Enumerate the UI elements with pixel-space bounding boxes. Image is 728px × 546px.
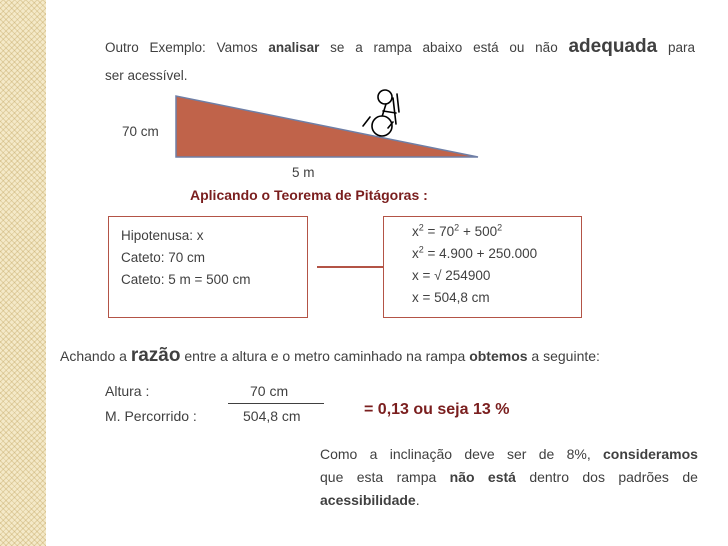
- decorative-side-border: [0, 0, 46, 546]
- ramp-diagram: [160, 84, 490, 164]
- ratio-sentence: Achando a razão entre a altura e o metro caminhado na rampa obtemos a seguinte:: [60, 345, 600, 366]
- intro-line-2: ser acessível.: [105, 68, 188, 83]
- fraction-label-top: Altura :: [105, 383, 150, 399]
- fraction-denominator: 504,8 cm: [243, 408, 301, 424]
- fraction-label-bottom: M. Percorrido :: [105, 408, 197, 424]
- conclusion-line-2: que esta rampa não está dentro dos padrões de: [320, 469, 698, 485]
- conclusion-line-1: Como a inclinação deve ser de 8%, consideramos: [320, 446, 698, 462]
- equation-1: $x^2 = 70^2 + 500^2$: [412, 222, 503, 239]
- hypotenuse-line: Hipotenusa: x: [121, 228, 204, 243]
- result-text: = 0,13 ou seja 13 %: [364, 401, 510, 418]
- cathetus-2-line: Cateto: 5 m = 500 cm: [121, 272, 251, 287]
- calculation-box: [383, 216, 582, 318]
- connector-line: [317, 266, 383, 268]
- ramp-height-label: 70 cm: [122, 124, 159, 139]
- cathetus-1-line: Cateto: 70 cm: [121, 250, 206, 265]
- conclusion-line-3: acessibilidade.: [320, 492, 420, 508]
- equation-3: x = √ 254900: [412, 268, 491, 283]
- pythagoras-title: Aplicando o Teorema de Pitágoras :: [190, 187, 428, 203]
- ramp-base-label: 5 m: [292, 165, 315, 180]
- equation-2: $x^2 = 4.900 + 250.000$: [412, 244, 538, 261]
- fraction-bar: [228, 403, 324, 404]
- fraction-numerator: 70 cm: [250, 383, 289, 399]
- given-values-box: [108, 216, 308, 318]
- intro-line-1: Outro Exemplo: Vamos analisar se a rampa abaixo está ou não adequada para: [105, 36, 695, 57]
- wheelchair-user-icon: [363, 90, 399, 136]
- ramp-triangle: [176, 96, 478, 157]
- equation-4: x = 504,8 cm: [412, 290, 490, 305]
